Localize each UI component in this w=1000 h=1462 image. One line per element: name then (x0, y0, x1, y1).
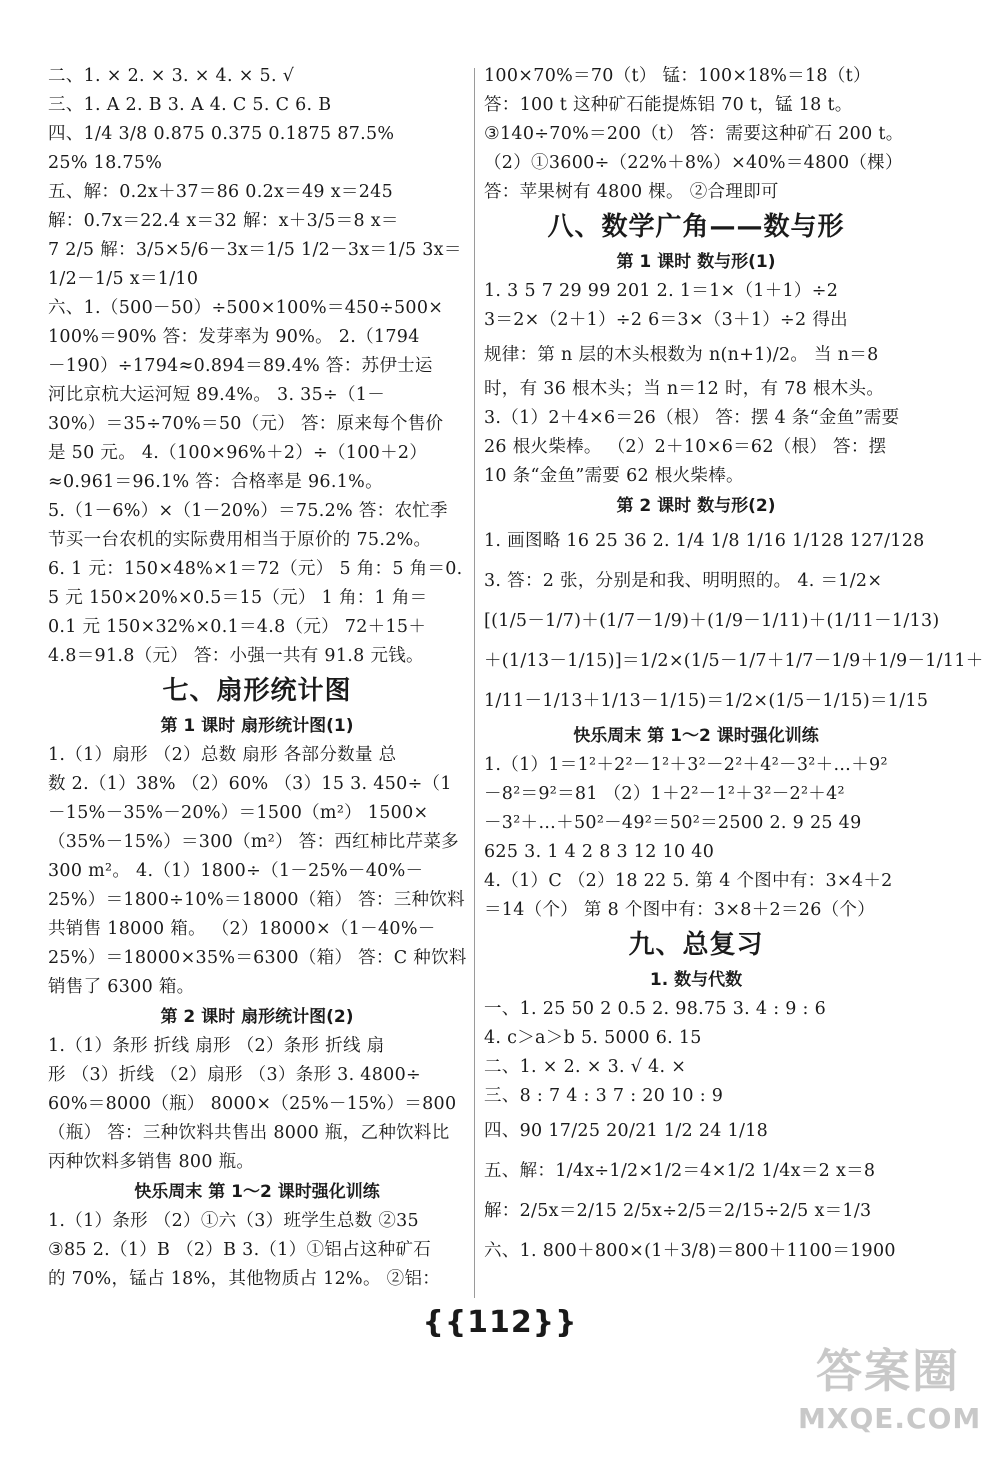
answer-line: 的 70%，锰占 18%，其他物质占 12%。 ②铝： (48, 1269, 441, 1289)
answer-line: －190）÷1794≈0.894＝89.4% 答：苏伊士运 (48, 356, 433, 376)
answer-line: 1.（1）条形 （2）①六（3）班学生总数 ②35 (48, 1211, 419, 1231)
answer-line: 5.（1－6%）×（1－20%）＝75.2% 答：农忙季 (48, 501, 448, 521)
answer-line: 1.（1）扇形 （2）总数 扇形 各部分数量 总 (48, 745, 397, 765)
section-7-title: 七、扇形统计图 (162, 676, 352, 706)
answer-line: [(1/5－1/7)＋(1/7－1/9)＋(1/9－1/11)＋(1/11－1/13) (484, 611, 940, 631)
answer-line: 4. c＞a＞b 5. 5000 6. 15 (484, 1028, 702, 1048)
answer-line: 五、解：0.2x＋37＝86 0.2x＝49 x＝245 (48, 182, 394, 202)
left-answers-part-b (48, 741, 466, 1002)
answer-line: －15%－35%－20%）＝1500（m²） 1500× (48, 803, 429, 823)
sub-1-title: 1. 数与代数 (649, 970, 743, 990)
answer-line: 30%）＝35÷70%＝50（元） 答：原来每个售价 (48, 414, 444, 434)
answer-line: 25%）＝18000×35%＝6300（箱） 答：C 种饮料 (48, 948, 467, 968)
answer-line: 销售了 6300 箱。 (48, 977, 195, 997)
answer-line: （瓶） 答：三种饮料共售出 8000 瓶，乙种饮料比 (48, 1123, 450, 1143)
answer-line: －8²＝9²＝81 （2）1＋2²－1²＋3²－2²＋4² (484, 784, 845, 804)
section-9-title: 九、总复习 (628, 930, 764, 960)
watermark-seal: 答案圈 (816, 1344, 960, 1398)
weekend-title: 快乐周末 第 1～2 课时强化训练 (134, 1182, 380, 1202)
answer-line: 共销售 18000 箱。 （2）18000×（1－40%－ (48, 919, 436, 939)
answer-line: 60%＝8000（瓶） 8000×（25%－15%）＝800 (48, 1094, 457, 1114)
answer-line: 3. 答：2 张，分别是和我、明明照的。 4. ＝1/2× (484, 571, 883, 591)
answer-line: 4.8＝91.8（元） 答：小强一共有 91.8 元钱。 (48, 646, 424, 666)
answer-line: 1.（1）条形 折线 扇形 （2）条形 折线 扇 (48, 1036, 385, 1056)
answer-line: 3.（1）2＋4×6＝26（根） 答：摆 4 条“金鱼”需要 (484, 408, 900, 428)
answer-line: 六、1.（500－50）÷500×100%＝450÷500× (48, 298, 444, 318)
answer-line: 五、解：1/4x÷1/2×1/2＝4×1/2 1/4x＝2 x＝8 (484, 1161, 876, 1181)
lesson-2-title: 第 2 课时 扇形统计图(2) (160, 1007, 354, 1027)
answer-line: ＝14（个） 第 8 个图中有：3×8＋2＝26（个） (484, 900, 876, 920)
answer-line: 规律：第 n 层的木头根数为 n(n+1)/2。 当 n＝8 (484, 345, 879, 365)
answer-line: 25%）＝1800÷10%＝18000（箱） 答：三种饮料 (48, 890, 465, 910)
answer-line: 1/2－1/5 x＝1/10 (48, 269, 199, 289)
answer-line: 形 （3）折线 （2）扇形 （3）条形 3. 4800÷ (48, 1065, 422, 1085)
lesson-1-title: 第 1 课时 数与形(1) (616, 252, 776, 272)
watermark-logo (798, 1340, 982, 1450)
answer-line: 7 2/5 解：3/5×5/6－3x＝1/5 1/2－3x＝1/5 3x＝ (48, 240, 462, 260)
page-number: {{112}} (422, 1305, 578, 1340)
answer-line: 节买一台农机的实际费用相当于原价的 75.2%。 (48, 530, 432, 550)
answer-line: ③140÷70%＝200（t） 答：需要这种矿石 200 t。 (484, 124, 904, 144)
right-column (484, 62, 984, 1271)
right-answers-part-e (484, 995, 908, 1271)
answer-line: 是 50 元。 4.（100×96%＋2）÷（100＋2） (48, 443, 428, 463)
right-answers-part-d (484, 751, 908, 925)
answer-line: 三、8 : 7 4 : 3 7 : 20 10 : 9 (484, 1086, 724, 1106)
weekend-title: 快乐周末 第 1～2 课时强化训练 (573, 726, 819, 746)
answer-line: 1.（1）1＝1²＋2²－1²＋3²－2²＋4²－3²＋…＋9² (484, 755, 888, 775)
right-answers-part-c (484, 521, 984, 721)
answer-line: 丙种饮料多销售 800 瓶。 (48, 1152, 255, 1172)
right-answers-part-a (484, 62, 908, 207)
answer-line: 二、1. × 2. × 3. × 4. × 5. √ (48, 66, 295, 86)
left-column (48, 62, 466, 1294)
answer-line: 解：0.7x＝22.4 x＝32 解：x＋3/5＝8 x＝ (48, 211, 399, 231)
answer-line: 河比京杭大运河短 89.4%。 3. 35÷（1－ (48, 385, 386, 405)
answer-line: 4.（1）C （2）18 22 5. 第 4 个图中有：3×4＋2 (484, 871, 893, 891)
watermark-url: MXQE.COM (798, 1402, 982, 1435)
answer-line: 四、1/4 3/8 0.875 0.375 0.1875 87.5% (48, 124, 395, 144)
answer-line: 6. 1 元：150×48%×1＝72（元） 5 角：5 角＝0. (48, 559, 463, 579)
answer-line: 三、1. A 2. B 3. A 4. C 5. C 6. B (48, 95, 332, 115)
answer-line: 0.1 元 150×32%×0.1＝4.8（元） 72＋15＋ (48, 617, 427, 637)
column-divider (474, 68, 475, 1298)
answer-line: －3²＋…＋50²－49²＝50²＝2500 2. 9 25 49 (484, 813, 862, 833)
answer-line: ③85 2.（1）B （2）B 3.（1）①铝占这种矿石 (48, 1240, 432, 1260)
answer-line: ＋(1/13－1/15)]＝1/2×(1/5－1/7＋1/7－1/9＋1/9－1/11＋ (484, 651, 984, 671)
answer-line: 1. 3 5 7 29 99 201 2. 1＝1×（1＋1）÷2 (484, 281, 839, 301)
answer-line: 25% 18.75% (48, 153, 163, 173)
answer-line: 100×70%＝70（t） 锰：100×18%＝18（t） (484, 66, 871, 86)
left-answers-part-d (48, 1207, 466, 1294)
answer-line: 二、1. × 2. × 3. √ 4. × (484, 1057, 687, 1077)
lesson-2-title: 第 2 课时 数与形(2) (616, 496, 776, 516)
answer-line: 1. 画图略 16 25 36 2. 1/4 1/8 1/16 1/128 127/128 (484, 531, 925, 551)
answer-line: 六、1. 800＋800×(1＋3/8)＝800＋1100＝1900 (484, 1241, 896, 1261)
answer-line: 解：2/5x＝2/15 2/5x÷2/5＝2/15÷2/5 x＝1/3 (484, 1201, 872, 1221)
answer-line: 300 m²。 4.（1）1800÷（1－25%－40%－ (48, 861, 424, 881)
answer-line: 625 3. 1 4 2 8 3 12 10 40 (484, 842, 715, 862)
answer-line: （2）①3600÷（22%＋8%）×40%＝4800（棵） (484, 153, 903, 173)
answer-line: 答：100 t 这种矿石能提炼铝 70 t，锰 18 t。 (484, 95, 853, 115)
answer-line: 3＝2×（2＋1）÷2 6＝3×（3＋1）÷2 得出 (484, 310, 848, 330)
answer-line: 数 2.（1）38% （2）60% （3）15 3. 450÷（1 (48, 774, 452, 794)
answer-line: 10 条“金鱼”需要 62 根火柴棒。 (484, 466, 744, 486)
answer-line: 1/11－1/13＋1/13－1/15)＝1/2×(1/5－1/15)＝1/15 (484, 691, 929, 711)
answer-line: 四、90 17/25 20/21 1/2 24 1/18 (484, 1121, 769, 1141)
left-answers-part-c (48, 1032, 466, 1177)
answer-line: 26 根火柴棒。 （2）2＋10×6＝62（根） 答：摆 (484, 437, 887, 457)
answer-line: 100%＝90% 答：发芽率为 90%。 2.（1794 (48, 327, 420, 347)
answer-line: 一、1. 25 50 2 0.5 2. 98.75 3. 4 : 9 : 6 (484, 999, 827, 1019)
right-answers-part-b (484, 277, 908, 491)
answer-line: 答：苹果树有 4800 棵。 ②合理即可 (484, 182, 779, 202)
answer-line: 5 元 150×20%×0.5＝15（元） 1 角：1 角＝ (48, 588, 428, 608)
section-8-title: 八、数学广角——数与形 (547, 212, 845, 242)
left-answers-part-a (48, 62, 466, 671)
lesson-1-title: 第 1 课时 扇形统计图(1) (160, 716, 354, 736)
answer-line: ≈0.961＝96.1% 答：合格率是 96.1%。 (48, 472, 383, 492)
answer-line: 时，有 36 根木头；当 n＝12 时，有 78 根木头。 (484, 379, 885, 399)
answer-line: （35%－15%）＝300（m²） 答：西红柿比芹菜多 (48, 832, 459, 852)
